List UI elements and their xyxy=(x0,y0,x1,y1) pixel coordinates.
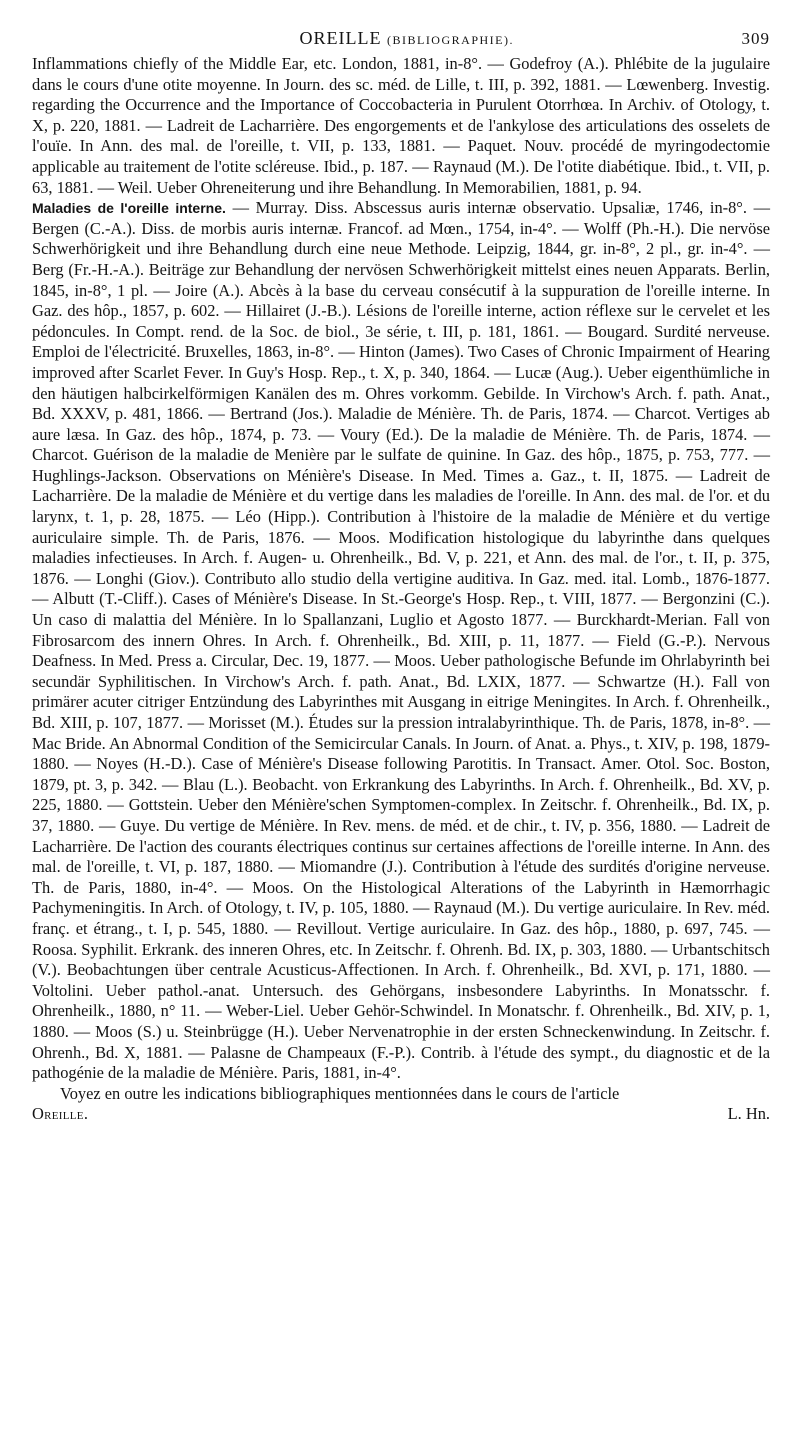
see-also-note xyxy=(32,1084,770,1105)
bibliography-inner-ear xyxy=(32,198,770,1084)
section-heading-inner-ear: Maladies de l'oreille interne. xyxy=(32,200,226,217)
running-title xyxy=(72,28,742,51)
running-head xyxy=(32,28,770,54)
running-title-sub: (BIBLIOGRAPHIE). xyxy=(386,33,514,47)
article-reference: Oreille. xyxy=(32,1104,89,1124)
page-number: 309 xyxy=(741,29,770,48)
continued-text: Inflammations chiefly of the Middle Ear, etc. London, 1881, in-8°. — Godefroy (A.). Phlébite de la jugulaire dans le cours d'une otite moyenne. In Journ. des sc. méd. de Lille, t. III, p. 392, 1881. — Lœwenberg. Investig. regarding the Occurrence and the Importance of Coccobacteria in Purulent Otorrhœa. In Archiv. of Otology, t. X, p. 220, 1881. — Ladreit de Lacharrière. Des engorgements et de l'ankylose des articulations des osselets de l'ouïe. In Ann. des mal. de l'oreille, t. VII, p. 133, 1881. — Paquet. Nouv. procédé de myringodectomie applicable au traitement de l'otite scléreuse. Ibid., p. 187. — Raynaud (M.). De l'otite diabétique. Ibid., t. VII, p. 63, 1881. — Weil. Ueber Ohreneiterung und ihre Behandlung. In Memorabilien, 1881, p. 94. xyxy=(32,54,770,197)
see-also-text: Voyez en outre les indications bibliographiques mentionnées dans le cours de l'article xyxy=(60,1083,620,1103)
running-title-main: OREILLE xyxy=(299,28,382,48)
bibliography-body xyxy=(32,54,770,1125)
author-signature: L. Hn. xyxy=(727,1104,770,1124)
inner-ear-text: — Murray. Diss. Abscessus auris internæ observatio. Upsaliæ, 1746, in-8°. — Bergen (C.-A.). Diss. de morbis auris internæ. Francof. ad Mœn., 1754, in-4°. — Wolff (Ph.-H.). Die nervöse Schwerhörigkeit und ihre Behandlung durch eine neue Methode. Leipzig, 1844, gr. in-8°, 2 pl., gr. in-4°. — Berg (Fr.-H.-A.). Beiträge zur Behandlung der nervösen Schwerhörigkeit mittelst eines neuen Apparats. Berlin, 1845, in-8°, 1 pl. — Joire (A.). Abcès à la base du cerveau consécutif à la suppuration de l'oreille interne. In Gaz. des hôp., 1857, p. 602. — Hillairet (J.-B.). Lésions de l'oreille interne, action réflexe sur le cervelet et les pédoncules. In Compt. rend. de la Soc. de biol., 3e série, t. III, p. 181, 1861. — Bougard. Surdité nerveuse. Emploi de l'électricité. Bruxelles, 1863, in-8°. — Hinton (James). Two Cases of Chronic Impairment of Hearing improved after Scarlet Fever. In Guy's Hosp. Rep., t. X, p. 340, 1864. — Lucæ (Aug.). Ueber eigenthümliche in den häutigen halbcirkelförmigen Kanälen des m. Ohres vorkomm. Gebilde. In Virchow's Arch. f. path. Anat., Bd. XXXV, p. 481, 1866. — Bertrand (Jos.). Maladie de Ménière. Th. de Paris, 1874. — Charcot. Vertiges ab aure læsa. In Gaz. des hôp., 1874, p. 73. — Voury (Ed.). De la maladie de Ménière. Th. de Paris, 1874. — Charcot. Guérison de la maladie de Menière par le sulfate de quinine. In Gaz. des hôp., 1875, p. 753, 777. — Hughlings-Jackson. Observations on Ménière's Disease. In Med. Times a. Gaz., t. II, 1875. — Ladreit de Lacharrière. De la maladie de Ménière et du vertige dans les maladies de l'oreille. In Ann. des mal. de l'or. et du larynx, t. 1, p. 28, 1875. — Léo (Hipp.). Contribution à l'histoire de la maladie de Ménière et du vertige auriculaire simple. Th. de Paris, 1876. — Moos. Modification histologique du labyrinthe dans quelques maladies infectieuses. In Arch. f. Augen- u. Ohrenheilk., Bd. V, p. 221, et Ann. des mal. de l'or., t. II, p. 375, 1876. — Longhi (Giov.). Contributo allo studio della vertigine auditiva. In Gaz. med. ital. Lomb., 1876-1877. — Albutt (T.-Cliff.). Cases of Ménière's Disease. In St.-George's Hosp. Rep., t. VIII, 1877. — Bergonzini (C.). Un caso di malattia del Ménière. In lo Spallanzani, Luglio et Agosto 1877. — Burckhardt-Merian. Fall von Fibrosarcom des innern Ohres. In Arch. f. Ohrenheilk., Bd. XIII, p. 11, 1877. — Field (G.-P.). Nervous Deafness. In Med. Press a. Circular, Dec. 19, 1877. — Moos. Ueber pathologische Befunde im Ohrlabyrinth bei secundär Syphilitischen. In Virchow's Arch. f. path. Anat., Bd. LXIX, 1877. — Schwartze (H.). Fall von primärer acuter citriger Entzündung des Labyrinthes mit Ausgang in eitrige Meningites. In Arch. f. Ohrenheilk., Bd. XIII, p. 107, 1877. — Morisset (M.). Études sur la pression intralabyrinthique. Th. de Paris, 1878, in-8°. — Mac Bride. An Abnormal Condition of the Semicircular Canals. In Journ. of Anat. a. Phys., t. XIV, p. 198, 1879-1880. — Noyes (H.-D.). Case of Ménière's Disease following Parotitis. In Transact. Amer. Otol. Soc. Boston, 1879, pt. 3, p. 342. — Blau (L.). Beobacht. von Erkrankung des Labyrinths. In Arch. f. Ohrenheilk., Bd. XV, p. 225, 1880. — Gottstein. Ueber den Ménière'schen Symptomen-complex. In Zeitschr. f. Ohrenheilk., Bd. IX, p. 37, 1880. — Guye. Du vertige de Ménière. In Rev. mens. de méd. et de chir., t. IV, p. 356, 1880. — Ladreit de Lacharrière. De l'action des courants électriques continus sur certaines affections de l'oreille interne. In Ann. des mal. de l'oreille, t. VI, p. 187, 1880. — Miomandre (J.). Contribution à l'étude des surdités d'origine nerveuse. Th. de Paris, 1880, in-4°. — Moos. On the Histological Alterations of the Labyrinth in Hæmorrhagic Pachymeningitis. In Arch. of Otology, t. IV, p. 105, 1880. — Raynaud (M.). Du vertige auriculaire. In Rev. méd. franç. et étrang., t. I, p. 545, 1880. — Revillout. Vertige auriculaire. In Gaz. des hôp., 1880, p. 697, 745. — Roosa. Syphilit. Erkrank. des inneren Ohres, etc. In Zeitschr. f. Ohrenh. Bd. IX, p. 303, 1880. — Urbantschitsch (V.). Beobachtungen über centrale Acusticus-Affectionen. In Arch. f. Ohrenheilk., Bd. XVI, p. 171, 1880. — Voltolini. Ueber pathol.-anat. Untersuch. des Gehörgans, insbesondere Labyrinths. In Monatsschr. f. Ohrenheilk., 1880, n° 11. — Weber-Liel. Ueber Gehör-Schwindel. In Monatschr. f. Ohrenheilk., Bd. XIV, p. 1, 1880. — Moos (S.) u. Steinbrügge (H.). Ueber Nervenatrophie in der ersten Schneckenwindung. In Zeitschr. f. Ohrenh., Bd. X, 1881. — Palasne de Champeaux (F.-P.). Contrib. à l'étude des sympt., du diagnostic et de la pathogénie de la maladie de Ménière. Paris, 1881, in-4°. xyxy=(32,198,770,1083)
signature-line xyxy=(32,1104,770,1125)
bibliography-continued xyxy=(32,54,770,198)
